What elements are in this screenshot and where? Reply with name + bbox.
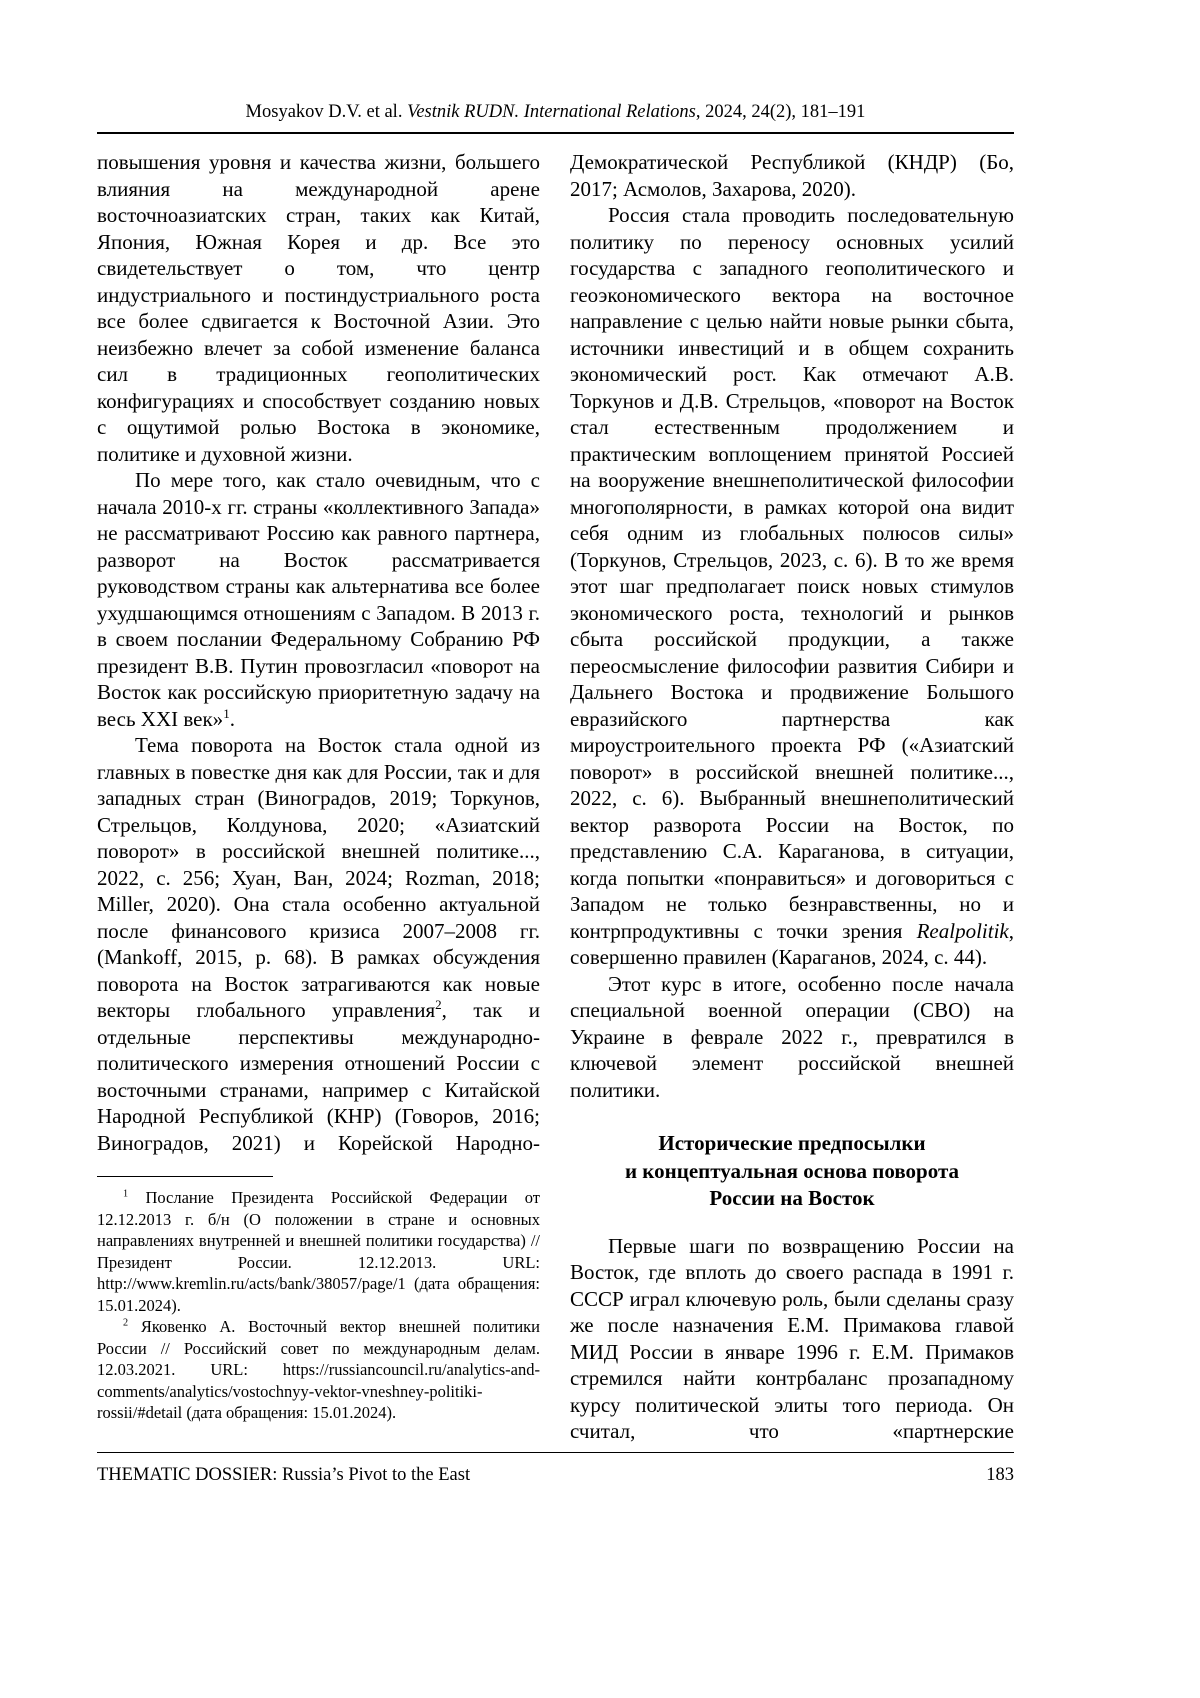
paragraph-text: По мере того, как стало очевидным, что с начала 2010-х гг. страны «коллективного Запада» не рассматривают Россию как равного партнера, разворот на Восток рассматривается руководством страны как альтернатива все более ухудшающимся отношениям с Западом. В 2013 г. в своем послании Федеральному Собранию РФ президент В.В. Путин провозгласил «поворот на Восток как российскую приоритетную задачу на весь XXI век»: [97, 468, 540, 731]
paragraph-text: Россия стала проводить последовательную политику по переносу основных усилий государства с западного геополитического и геоэкономического вектора на восточное направление с целью найти новые рынки сбыта, источники инвестиций и в общем сохранить экономический рост. Как отмечают А.В. Торкунов и Д.В. Стрельцов, «поворот на Восток стал естественным продолжением и практическим воплощением принятой Россией на вооружение внешнеполитической философии многополярности, в рамках которой она видит себя одним из глобальных полюсов силы» (Торкунов, Стрельцов, 2023, с. 6). В то же время этот шаг предполагает поиск новых стимулов экономического роста, технологий и рынков сбыта российской продукции, а также переосмысление философии развития Сибири и Дальнего Востока и продвижение Большого евразийского партнерства как мироустроительного проекта РФ («Азиатский поворот» в российской внешней политике..., 2022, с. 6). Выбранный внешнеполитический вектор разворота России на Восток, по представлению С.А. Караганова, в ситуации, когда попытки «понравиться» и договориться с Западом не только безнравственны, но и контрпродуктивны с точки зрения: [570, 203, 1014, 943]
citation-authors: Mosyakov D.V. et al.: [245, 102, 408, 122]
paragraph-text: , совершенно правилен (Караганов, 2024, с. 44).: [570, 918, 1014, 969]
paragraph: [570, 202, 1014, 971]
section-heading-line: Исторические предпосылки: [658, 1131, 926, 1155]
footnotes: [97, 1187, 540, 1424]
paragraph-text: Тема поворота на Восток стала одной из главных в повестке дня как для России, так и для западных стран (Виноградов, 2019; Торкунов, Стрельцов, Колдунова, 2020; «Азиатский поворот» в российской внешней политике..., 2022, с. 256; Хуан, Ван, 2024; Rozman, 2018; Miller, 2020). Она стала особенно актуальной после финансового кризиса 2007–2008 гг. (Mankoff, 2015, p. 68). В рамках обсуждения поворота на Восток затрагиваются как новые векторы глобального управления: [97, 733, 540, 1022]
realpolitik-italic-term: Realpolitik: [916, 918, 1009, 943]
citation-journal-title: Vestnik RUDN. International Relations: [407, 102, 696, 122]
left-column: [97, 149, 540, 1445]
section-heading: [570, 1130, 1014, 1213]
paragraph-continuation: повышения уровня и качества жизни, большего влияния на международной арене восточноазиатских стран, таких как Китай, Япония, Южная Корея и др. Все это свидетельствует о том, что центр индустриального и постиндустриального роста все более сдвигается к Восточной Азии. Это неизбежно влечет за собой изменение баланса сил в традиционных геополитических конфигурациях и способствует созданию новых с ощутимой ролью Востока в экономике, политике и духовной жизни.: [97, 150, 540, 466]
paragraph-text: .: [229, 706, 235, 731]
page-content: [97, 0, 1014, 1445]
footnote-separator: [97, 1176, 273, 1177]
footer-page-number: 183: [986, 1465, 1014, 1485]
section-heading-line: России на Восток: [709, 1186, 875, 1210]
section-heading-line: и концептуальная основа поворота: [624, 1158, 960, 1183]
page-footer: [97, 1452, 1014, 1486]
footnote-1: [97, 1187, 540, 1316]
paragraph-text: , так и отдельные перспективы международно-политического измерения отношений России с восточными странами, например с Китайской Народной Республикой (КНР) (Говоров, 2016; Виноградов, 2021) и Корейской Народно-: [97, 998, 540, 1155]
footnote-1-marker: 1: [123, 1188, 129, 1200]
footnote-2: [97, 1316, 540, 1424]
paragraph: Этот курс в итоге, особенно после начала специальной военной операции (СВО) на Украине в феврале 2022 г., превратился в ключевой элемент российской внешней политики.: [570, 971, 1014, 1102]
footer-thematic-dossier: THEMATIC DOSSIER: Russia’s Pivot to the East: [97, 1465, 471, 1485]
running-header: [97, 101, 1014, 123]
paragraph: Первые шаги по возвращению России на Восток, где вплоть до своего распада в 1991 г. СССР играл ключевую роль, были сделаны сразу же после назначения Е.М. Примакова главой МИД России в январе 1996 г. Е.М. Примаков стремился найти контрбаланс прозападному курсу политической элиты того периода. Он считал, что «партнерские: [570, 1233, 1014, 1443]
footnote-1-text: Послание Президента Российской Федерации от 12.12.2013 г. б/н (О положении в стране и основных направлениях внутренней и внешней политики государства) // Президент России. 12.12.2013. URL: http://www.kremlin.ru/acts/bank/38057/page/1 (дата обращения: 15.01.2024).: [97, 1188, 540, 1315]
footnote-2-text: Яковенко А. Восточный вектор внешней политики России // Российский совет по международным делам. 12.03.2021. URL: https://russiancouncil.ru/analytics-and-comments/analytics/vostochnyy-vektor-vneshney-politiki-rossii/#detail (дата обращения: 15.01.2024).: [97, 1317, 540, 1422]
header-rule: [97, 132, 1014, 134]
paragraph-continuation: Демократической Республикой (КНДР) (Бо, 2017; Асмолов, Захарова, 2020).: [570, 150, 1014, 201]
article-body: [97, 149, 1014, 1445]
footnote-reference-2: 2: [435, 997, 442, 1012]
footer-rule: [97, 1452, 1014, 1453]
citation-issue-info: , 2024, 24(2), 181–191: [695, 102, 866, 122]
right-column: [570, 149, 1014, 1445]
paragraph: [97, 467, 540, 732]
footnote-2-marker: 2: [123, 1317, 129, 1329]
footnote-reference-1: 1: [223, 705, 230, 721]
paragraph: [97, 732, 540, 1156]
